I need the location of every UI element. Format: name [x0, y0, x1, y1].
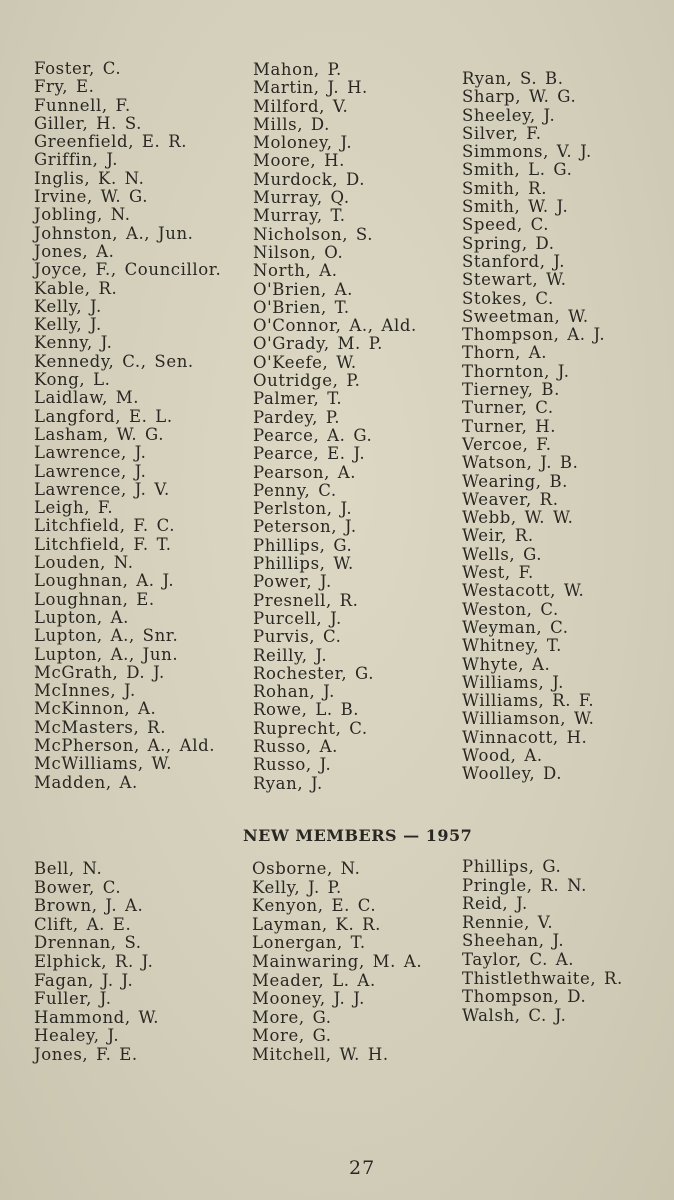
- member-name: Simmons, V. J.: [462, 142, 592, 162]
- new-member-name: More, G.: [252, 1026, 332, 1046]
- new-member-name: Fuller, J.: [34, 989, 112, 1009]
- member-name: Wearing, B.: [462, 471, 569, 491]
- member-name: Speed, C.: [462, 215, 550, 235]
- member-name: Mills, D.: [253, 114, 330, 134]
- new-member-name: Drennan, S.: [34, 933, 142, 953]
- new-member-name: Layman, K. R.: [252, 914, 381, 934]
- member-name: Peterson, J.: [253, 517, 357, 537]
- member-name: Murray, Q.: [253, 188, 350, 208]
- member-name: Weyman, C.: [462, 617, 569, 637]
- member-name: Pearson, A.: [253, 462, 357, 482]
- member-name: Lupton, A.: [34, 607, 129, 627]
- member-name: Kenny, J.: [34, 333, 113, 353]
- member-name: Inglis, K. N.: [34, 168, 145, 188]
- member-name: Russo, J.: [253, 755, 332, 775]
- page-number: 27: [349, 1157, 376, 1179]
- member-name: Williams, J.: [462, 672, 564, 692]
- member-name: O'Brien, T.: [253, 297, 350, 317]
- member-name: Greenfield, E. R.: [34, 132, 188, 152]
- member-name: Stokes, C.: [462, 288, 554, 308]
- member-name: McGrath, D. J.: [34, 662, 165, 682]
- member-name: Silver, F.: [462, 123, 542, 143]
- new-member-name: Kenyon, E. C.: [252, 896, 377, 916]
- member-name: Funnell, F.: [34, 95, 131, 115]
- member-name: Lawrence, J.: [34, 461, 147, 481]
- member-name: Russo, A.: [253, 736, 338, 756]
- member-name: Kong, L.: [34, 370, 111, 390]
- member-name: Purvis, C.: [253, 627, 342, 647]
- member-name: Outridge, P.: [253, 371, 361, 391]
- new-member-name: More, G.: [252, 1007, 332, 1027]
- member-name: Jobling, N.: [34, 205, 131, 225]
- member-name: Loughnan, E.: [34, 589, 155, 609]
- member-name: McMasters, R.: [34, 717, 167, 737]
- member-name: Nicholson, S.: [253, 224, 374, 244]
- member-name: Griffin, J.: [34, 150, 119, 170]
- new-member-name: Elphick, R. J.: [34, 951, 154, 971]
- member-name: Sharp, W. G.: [462, 87, 577, 107]
- new-member-name: Taylor, C. A.: [462, 949, 575, 969]
- new-members-heading: NEW MEMBERS — 1957: [243, 826, 473, 845]
- members-column-1: [34, 60, 221, 792]
- member-name: Turner, C.: [462, 398, 554, 418]
- member-name: Lawrence, J. V.: [34, 479, 170, 499]
- member-name: Leigh, F.: [34, 498, 114, 518]
- member-name: McPherson, A., Ald.: [34, 735, 216, 755]
- member-name: Nilson, O.: [253, 242, 344, 262]
- member-name: Whyte, A.: [462, 654, 551, 674]
- member-name: Ryan, S. B.: [462, 69, 564, 88]
- member-name: Phillips, W.: [253, 554, 354, 574]
- member-name: Winnacott, H.: [462, 727, 588, 747]
- new-member-name: Lonergan, T.: [252, 933, 366, 953]
- member-name: Rochester, G.: [253, 663, 375, 683]
- new-member-name: Brown, J. A.: [34, 896, 144, 916]
- member-name: Smith, R.: [462, 178, 548, 198]
- new-member-name: Hammond, W.: [34, 1007, 160, 1027]
- member-name: Weston, C.: [462, 599, 559, 619]
- new-member-name: Thompson, D.: [462, 987, 587, 1007]
- new-member-name: Osborne, N.: [252, 859, 361, 878]
- member-name: Murdock, D.: [253, 169, 366, 189]
- new-member-name: Jones, F. E.: [34, 1044, 138, 1064]
- new-member-name: Rennie, V.: [462, 912, 554, 932]
- member-name: Kelly, J.: [34, 296, 102, 316]
- new-member-name: Walsh, C. J.: [462, 1005, 567, 1025]
- member-name: Kable, R.: [34, 278, 118, 298]
- member-name: Joyce, F., Councillor.: [34, 260, 222, 280]
- member-name: Lasham, W. G.: [34, 424, 165, 444]
- member-name: Vercoe, F.: [462, 434, 552, 454]
- member-name: Giller, H. S.: [34, 113, 142, 133]
- member-name: Penny, C.: [253, 480, 337, 500]
- member-name: Westacott, W.: [462, 581, 585, 601]
- new-member-name: Mooney, J. J.: [252, 989, 365, 1009]
- new-member-name: Healey, J.: [34, 1026, 120, 1046]
- member-name: Louden, N.: [34, 553, 134, 573]
- new-members-column-2: [252, 860, 422, 1065]
- member-name: Thornton, J.: [462, 361, 570, 381]
- member-name: Pearce, A. G.: [253, 425, 373, 445]
- member-name: Moloney, J.: [253, 133, 353, 153]
- member-name: Whitney, T.: [462, 636, 562, 656]
- member-name: Milford, V.: [253, 96, 349, 116]
- member-name: Wood, A.: [462, 745, 543, 765]
- member-name: Rohan, J.: [253, 682, 335, 702]
- member-name: Laidlaw, M.: [34, 388, 140, 408]
- member-name: Sheeley, J.: [462, 105, 556, 125]
- member-name: Lupton, A., Snr.: [34, 626, 179, 646]
- member-name: Mahon, P.: [253, 60, 342, 79]
- new-member-name: Clift, A. E.: [34, 914, 132, 934]
- new-members-column-3: [462, 858, 623, 1025]
- members-column-2: [253, 61, 417, 793]
- member-name: Lawrence, J.: [34, 443, 147, 463]
- member-name: Murray, T.: [253, 206, 346, 226]
- member-name: Kennedy, C., Sen.: [34, 351, 194, 371]
- new-member-name: Sheehan, J.: [462, 931, 565, 951]
- new-members-column-1: [34, 860, 159, 1065]
- new-member-name: Mainwaring, M. A.: [252, 951, 423, 971]
- new-member-name: Fagan, J. J.: [34, 970, 134, 990]
- members-column-3: [462, 70, 605, 784]
- member-name: Thompson, A. J.: [462, 325, 606, 345]
- member-name: Perlston, J.: [253, 499, 353, 519]
- new-member-name: Bower, C.: [34, 877, 122, 897]
- member-name: Wells, G.: [462, 544, 543, 564]
- member-name: Turner, H.: [462, 416, 557, 436]
- member-name: Rowe, L. B.: [253, 700, 360, 720]
- member-name: Stanford, J.: [462, 251, 566, 271]
- member-name: Smith, L. G.: [462, 160, 573, 180]
- member-name: O'Brien, A.: [253, 279, 353, 299]
- new-member-name: Bell, N.: [34, 859, 103, 878]
- member-name: Stewart, W.: [462, 270, 567, 290]
- member-name: Tierney, B.: [462, 380, 560, 400]
- member-name: Ruprecht, C.: [253, 718, 368, 738]
- member-name: Pardey, P.: [253, 407, 341, 427]
- member-name: Watson, J. B.: [462, 453, 579, 473]
- member-name: Ryan, J.: [253, 773, 323, 793]
- member-name: O'Connor, A., Ald.: [253, 316, 417, 336]
- member-name: Kelly, J.: [34, 315, 102, 335]
- member-name: Webb, W. W.: [462, 508, 574, 528]
- member-name: O'Grady, M. P.: [253, 334, 383, 354]
- member-name: Presnell, R.: [253, 590, 359, 610]
- member-name: Reilly, J.: [253, 645, 328, 665]
- member-name: Johnston, A., Jun.: [34, 223, 194, 243]
- member-name: Foster, C.: [34, 59, 122, 78]
- member-name: Smith, W. J.: [462, 197, 569, 217]
- member-name: McKinnon, A.: [34, 699, 157, 719]
- member-name: Pearce, E. J.: [253, 444, 366, 464]
- member-name: Williams, R. F.: [462, 691, 595, 711]
- member-name: Palmer, T.: [253, 389, 343, 409]
- member-name: Thorn, A.: [462, 343, 548, 363]
- member-name: Loughnan, A. J.: [34, 571, 175, 591]
- new-member-name: Kelly, J. P.: [252, 877, 342, 897]
- new-member-name: Pringle, R. N.: [462, 875, 587, 895]
- new-member-name: Thistlethwaite, R.: [462, 968, 623, 988]
- member-name: Williamson, W.: [462, 709, 595, 729]
- member-name: McInnes, J.: [34, 681, 136, 701]
- member-name: Irvine, W. G.: [34, 187, 149, 207]
- member-name: Woolley, D.: [462, 764, 563, 784]
- member-name: Fry, E.: [34, 77, 95, 97]
- member-name: Weaver, R.: [462, 489, 559, 509]
- member-name: North, A.: [253, 261, 338, 281]
- member-name: Weir, R.: [462, 526, 534, 546]
- member-name: Phillips, G.: [253, 535, 353, 555]
- member-name: Lupton, A., Jun.: [34, 644, 179, 664]
- member-name: Purcell, J.: [253, 608, 342, 628]
- member-name: O'Keefe, W.: [253, 352, 357, 372]
- member-name: McWilliams, W.: [34, 754, 173, 774]
- member-name: Sweetman, W.: [462, 306, 589, 326]
- member-name: Power, J.: [253, 572, 332, 592]
- new-member-name: Phillips, G.: [462, 857, 562, 876]
- new-member-name: Meader, L. A.: [252, 970, 376, 990]
- member-name: Langford, E. L.: [34, 406, 173, 426]
- member-name: Litchfield, F. C.: [34, 516, 176, 536]
- new-member-name: Reid, J.: [462, 894, 528, 914]
- member-name: Litchfield, F. T.: [34, 534, 172, 554]
- member-name: Spring, D.: [462, 233, 555, 253]
- member-name: West, F.: [462, 563, 534, 583]
- member-name: Madden, A.: [34, 772, 138, 792]
- member-name: Martin, J. H.: [253, 78, 368, 98]
- member-name: Jones, A.: [34, 241, 115, 261]
- member-name: Moore, H.: [253, 151, 345, 171]
- new-member-name: Mitchell, W. H.: [252, 1044, 389, 1064]
